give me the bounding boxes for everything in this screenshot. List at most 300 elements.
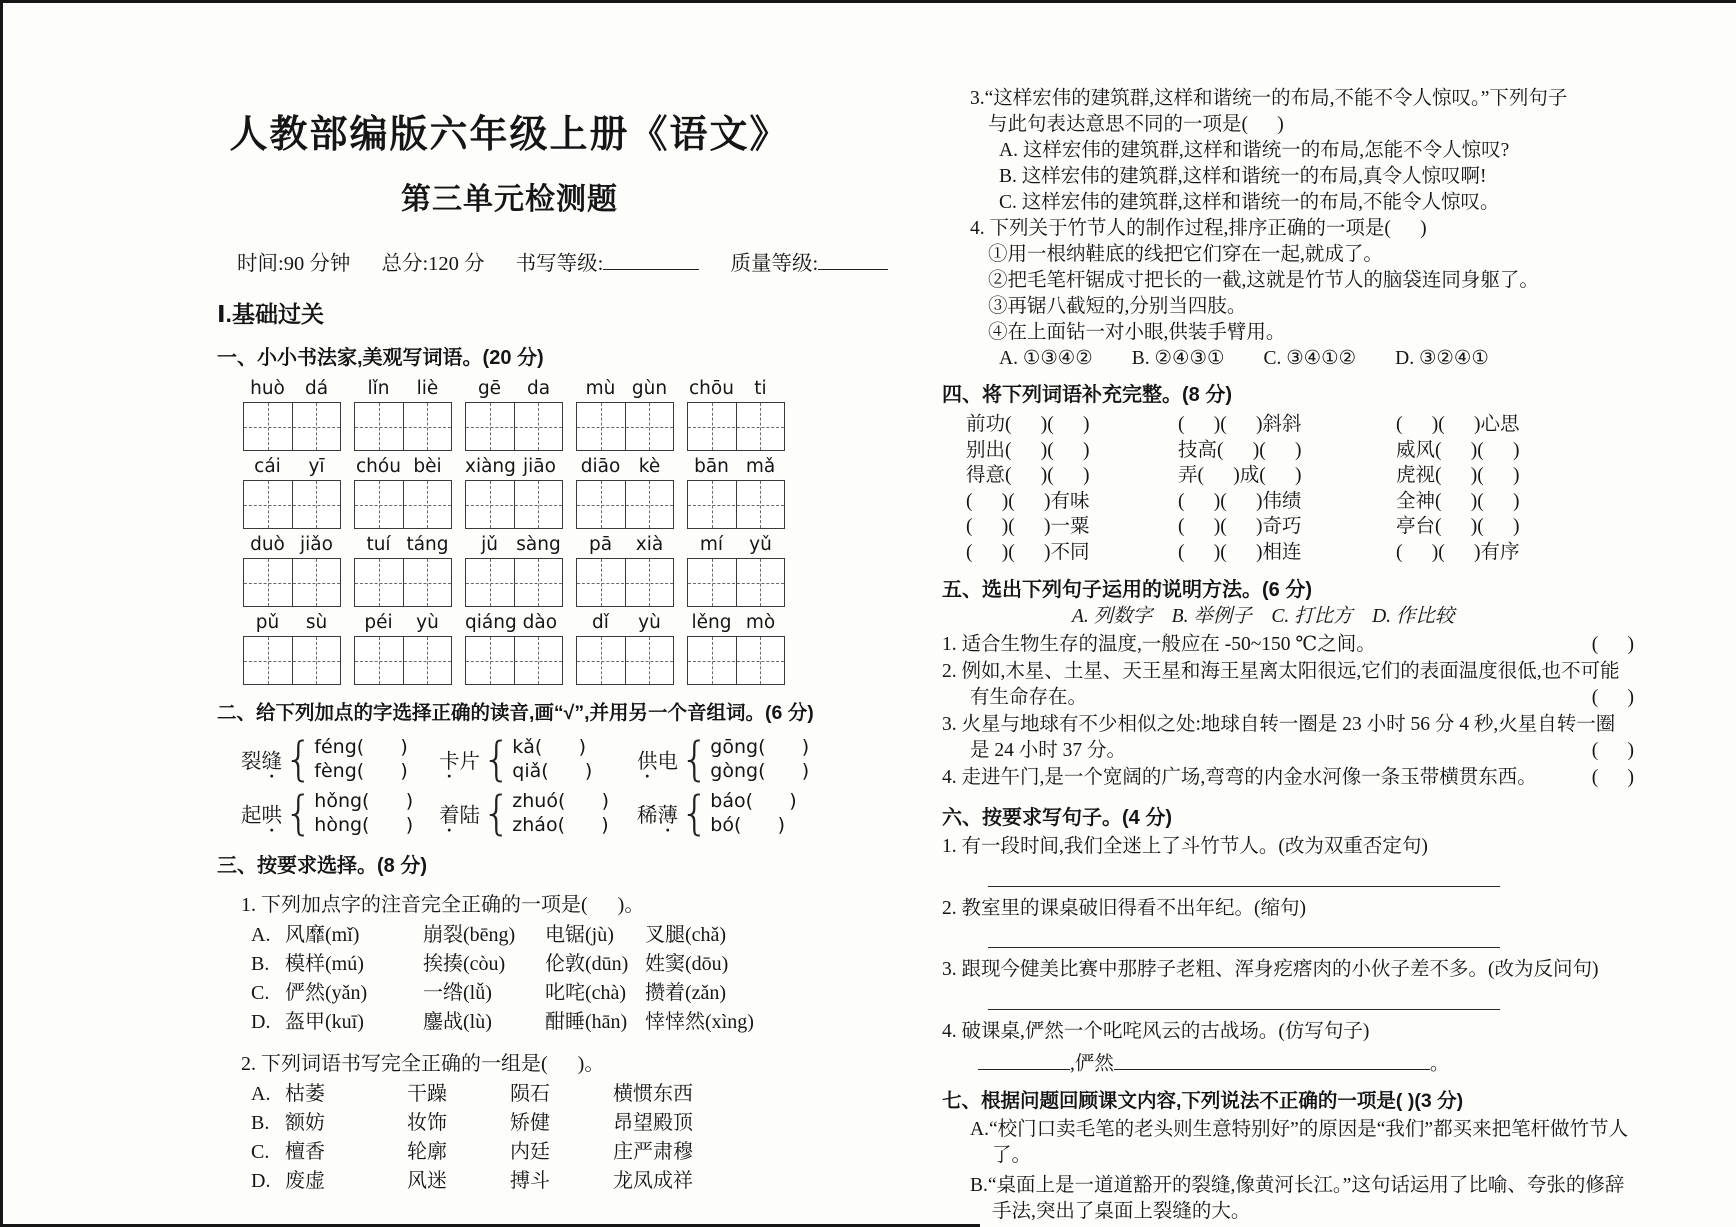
writing-group (243, 534, 341, 607)
answer-paren: ( ) (1591, 634, 1634, 655)
question-4-heading: 四、将下列词语补充完整。(8 分) (942, 384, 1232, 406)
writing-box (243, 636, 341, 685)
writing-box (243, 558, 341, 607)
pinyin-syllable: mǎ (745, 456, 776, 477)
writing-box-guide (688, 427, 784, 428)
question-1-heading: 一、小小书法家,美观写词语。(20 分) (217, 347, 544, 369)
pinyin-writing-row (243, 534, 802, 607)
option-word: 酣睡(hān) (545, 1011, 628, 1033)
pinyin-syllable: dào (522, 612, 558, 633)
pinyin-writing-row (243, 612, 802, 685)
pinyin-label (354, 456, 452, 480)
fill-idiom-cell: ( )( )斜斜 (1178, 414, 1302, 435)
pinyin-syllable: gē (477, 378, 502, 399)
option-word: 昂望殿顶 (613, 1112, 693, 1134)
option-word: 风迷 (407, 1170, 447, 1192)
fill-idiom-cell: 别出( )( ) (966, 439, 1090, 461)
word-char: 电 (657, 751, 678, 773)
writing-box (687, 636, 785, 685)
answer-paren: ( ) (1591, 766, 1634, 788)
pinyin-syllable: qiáng (465, 612, 517, 633)
option-row (251, 979, 802, 1008)
writing-box (354, 480, 452, 529)
option-word: 龙凤成祥 (613, 1170, 693, 1192)
fill-idiom-cell: 弄( )成( ) (1178, 465, 1302, 486)
word-char: 裂 (241, 751, 262, 773)
pinyin-label (354, 378, 452, 402)
word-char: 陆 (459, 805, 480, 827)
writing-box (465, 636, 563, 685)
question-line: 3.“这样宏伟的建筑群,这样和谐统一的布局,不能不令人惊叹。”下列句子 (970, 88, 1568, 109)
quality-grade-blank (818, 249, 888, 271)
option-row (251, 1080, 802, 1109)
writing-box-guide (688, 583, 784, 584)
fill-idiom-cell: 亭台( )( ) (1396, 516, 1520, 537)
option-word: 干躁 (407, 1083, 447, 1105)
pinyin-syllable: xiàng (465, 456, 516, 477)
pinyin-syllable: huò (250, 378, 285, 399)
writing-group (243, 612, 341, 685)
writing-grid-area (217, 378, 802, 685)
fill-idiom-cell: ( )( )有味 (966, 490, 1090, 512)
pinyin-syllable: lěng (691, 612, 732, 633)
pinyin-label (354, 612, 452, 636)
exam-meta (217, 246, 819, 276)
writing-box-guide (244, 505, 340, 506)
pinyin-label (465, 378, 563, 402)
answer-blank-line (988, 999, 1500, 1010)
fill-idiom-row (966, 489, 1634, 515)
pinyin-label (576, 378, 674, 402)
option-word: 庄严肃穆 (613, 1141, 693, 1163)
writing-box-guide (355, 583, 451, 584)
pinyin-option: hòng( ) (314, 814, 414, 836)
writing-group (243, 456, 341, 529)
question-3-2-options (217, 1080, 802, 1196)
rewrite-item-text: 4. 破课桌,俨然一个叱咤风云的古战场。(仿写句子) (942, 1020, 1370, 1042)
writing-box-guide (466, 505, 562, 506)
pinyin-syllable: jǔ (481, 534, 498, 555)
answer-paren: ( ) (1591, 687, 1634, 708)
question-line: ④在上面钻一对小眼,供装手臂用。 (988, 322, 1286, 343)
question-line: ③再锯八截短的,分别当四肢。 (988, 296, 1247, 317)
question-6-heading: 六、按要求写句子。(4 分) (942, 807, 1172, 829)
writing-box-guide (577, 505, 673, 506)
writing-group (576, 378, 674, 451)
word-char: 稀 (637, 805, 658, 827)
writing-box (687, 402, 785, 451)
question-line: C. 这样宏伟的建筑群,这样和谐统一的布局,不能令人惊叹。 (999, 192, 1500, 213)
pinyin-syllable: dǐ (592, 612, 609, 633)
writing-box-guide (355, 505, 451, 506)
target-word (241, 744, 282, 774)
target-word (241, 798, 282, 828)
writing-box (576, 480, 674, 529)
question-3-heading: 三、按要求选择。(8 分) (217, 855, 427, 877)
fill-answer-line (942, 1049, 1634, 1080)
pinyin-syllable: bān (694, 456, 729, 477)
pinyin-option: báo( ) (710, 790, 797, 812)
fill-idiom-cell: 威风( )( ) (1396, 439, 1520, 461)
pinyin-syllable: mò (745, 612, 776, 633)
fill-idiom-cell: ( )( )一粟 (966, 516, 1090, 537)
fill-idiom-row (966, 540, 1634, 566)
word-char: 薄 (657, 805, 678, 827)
method-item (942, 659, 1634, 712)
pinyin-option: bó( ) (710, 814, 786, 836)
writing-box (465, 480, 563, 529)
option-label: D. (251, 1011, 271, 1033)
writing-group (465, 534, 563, 607)
option-row (251, 1138, 802, 1167)
brace-icon: { (482, 732, 512, 786)
fill-idiom-row (966, 438, 1634, 464)
writing-box-guide (355, 427, 451, 428)
pinyin-label (576, 534, 674, 558)
option-row (251, 950, 802, 979)
pinyin-label (243, 456, 341, 480)
writing-box-guide (244, 427, 340, 428)
pinyin-syllable: tuí (366, 534, 391, 555)
writing-box-guide (355, 661, 451, 662)
pinyin-syllable: jiǎo (300, 534, 333, 555)
option-word: 额妨 (285, 1112, 325, 1134)
pinyin-syllable: sù (305, 612, 328, 633)
pinyin-syllable: táng (406, 534, 449, 555)
writing-group (465, 612, 563, 685)
meta-total: 总分:120 分 (381, 253, 485, 275)
writing-group (354, 534, 452, 607)
word-char: 片 (459, 751, 480, 773)
pinyin-option: gòng( ) (710, 760, 810, 782)
scan-edge-left (0, 0, 3, 1227)
pinyin-options (710, 735, 809, 783)
fill-idiom-cell: ( )( )伟绩 (1178, 490, 1302, 512)
writing-box (465, 402, 563, 451)
pronunciation-item (637, 732, 826, 786)
pinyin-syllable: da (526, 378, 551, 399)
pinyin-label (576, 612, 674, 636)
pinyin-label (243, 534, 341, 558)
question-line: 4. 下列关于竹节人的制作过程,排序正确的一项是( ) (970, 218, 1427, 239)
option-row (251, 1109, 802, 1138)
pinyin-syllable: chóu (356, 456, 401, 477)
item-text: 2. 例如,木星、土星、天王星和海王星离太阳很远,它们的表面温度很低,也不可能有生命存在。 (942, 660, 1620, 708)
meta-time: 时间:90 分钟 (237, 253, 351, 275)
writing-group (576, 612, 674, 685)
option-word: 俨然(yǎn) (285, 982, 368, 1004)
fill-idiom-cell: 虎视( )( ) (1396, 465, 1520, 486)
question-7-options (942, 1117, 1634, 1226)
explanation-methods-list: A. 列数字 B. 举例子 C. 打比方 D. 作比较 (1072, 606, 1455, 627)
option-label: C. (251, 1141, 270, 1163)
pinyin-options (512, 789, 609, 837)
writing-box-guide (577, 427, 673, 428)
writing-box (243, 402, 341, 451)
writing-group (687, 378, 785, 451)
pinyin-options (314, 735, 408, 783)
option-word: 废虚 (285, 1170, 325, 1192)
word-char: 哄 (261, 805, 282, 827)
pronunciation-items (217, 732, 810, 840)
question-7-heading: 七、根据问题回顾课文内容,下列说法不正确的一项是( )(3 分) (942, 1089, 1464, 1112)
pinyin-option: qiǎ( ) (512, 760, 593, 782)
pinyin-syllable: yǔ (749, 534, 772, 555)
exam-title: 人教部编版六年级上册《语文》 (229, 114, 790, 156)
scan-edge-top (0, 0, 1736, 3)
writing-box (354, 402, 452, 451)
option-word: 叉腿(chǎ) (645, 924, 727, 946)
brace-icon: { (482, 786, 512, 840)
option-label: C. (251, 982, 270, 1004)
writing-group (576, 456, 674, 529)
pronunciation-item (439, 732, 637, 786)
answer-paren: ( ) (1591, 740, 1634, 761)
word-char: 卡 (439, 751, 460, 773)
writing-group (354, 456, 452, 529)
question-3-1: 1. 下列加点字的注音完全正确的一项是( )。 (241, 894, 645, 916)
meta-quality-label: 质量等级: (730, 253, 819, 275)
pinyin-label (687, 456, 785, 480)
fill-idiom-cell: ( )( )有序 (1396, 541, 1520, 563)
option-row (251, 921, 802, 950)
pinyin-label (687, 378, 785, 402)
pronunciation-item (439, 786, 637, 840)
pinyin-option: kǎ( ) (512, 736, 586, 758)
pinyin-syllable: duò (250, 534, 285, 555)
pinyin-option: féng( ) (314, 736, 408, 758)
option-word: 姓窦(dōu) (645, 953, 729, 975)
option-label: A. (251, 1083, 271, 1105)
question-2-heading: 二、给下列加点的字选择正确的读音,画“√”,并用另一个音组词。(6 分) (217, 702, 814, 724)
option-word: 一绺(lǚ) (423, 982, 492, 1004)
fill-idiom-row (966, 463, 1634, 489)
method-item (942, 712, 1634, 765)
pinyin-label (465, 534, 563, 558)
pronunciation-item (241, 732, 439, 786)
writing-box (354, 636, 452, 685)
pinyin-syllable: bèi (413, 456, 442, 477)
brace-icon: { (284, 786, 314, 840)
option-row (251, 1008, 802, 1037)
pinyin-syllable: diāo (580, 456, 621, 477)
pinyin-syllable: gùn (631, 378, 668, 399)
pinyin-syllable: jiāo (522, 456, 556, 477)
word-char: 起 (241, 805, 262, 827)
right-column (942, 86, 1634, 1226)
writing-group (243, 378, 341, 451)
fill-idiom-cell: 技高( )( ) (1178, 439, 1302, 461)
answer-blank-line (988, 876, 1500, 887)
writing-group (687, 456, 785, 529)
pinyin-writing-row (243, 456, 802, 529)
writing-box (243, 480, 341, 529)
word-char: 缝 (261, 751, 282, 773)
left-column (217, 103, 819, 1196)
question-line: B. 这样宏伟的建筑群,这样和谐统一的布局,真令人惊叹啊! (999, 166, 1487, 187)
writing-box-guide (244, 661, 340, 662)
target-word (439, 798, 480, 828)
fill-idioms-grid (942, 412, 1634, 565)
pinyin-option: fèng( ) (314, 760, 408, 782)
pinyin-syllable: xià (635, 534, 664, 555)
fill-idiom-cell: 得意( )( ) (966, 465, 1090, 486)
method-items (942, 632, 1634, 791)
target-word (637, 744, 678, 774)
target-word (439, 744, 480, 774)
pinyin-syllable: liè (416, 378, 439, 399)
brace-icon: { (680, 732, 710, 786)
pinyin-syllable: yù (416, 612, 439, 633)
option-row (251, 1167, 802, 1196)
option-word: 妆饰 (407, 1112, 447, 1134)
pinyin-options (710, 789, 796, 837)
option-word: 搏斗 (510, 1170, 550, 1192)
writing-box (576, 636, 674, 685)
option-word: 檀香 (285, 1141, 325, 1163)
option-label: A. (251, 924, 271, 946)
writing-group (465, 456, 563, 529)
pinyin-writing-row (243, 378, 802, 451)
method-item (942, 632, 1634, 659)
section-basics-heading: Ⅰ.基础过关 (217, 301, 324, 327)
pinyin-syllable: lǐn (367, 378, 390, 399)
writing-box-guide (244, 583, 340, 584)
writing-group (354, 378, 452, 451)
fill-idiom-cell: 前功( )( ) (966, 414, 1090, 435)
rewrite-item-text: 2. 教室里的课桌破旧得看不出年纪。(缩句) (942, 897, 1306, 919)
question-7-option: A.“校门口卖毛笔的老头则生意特别好”的原因是“我们”都买来把笔杆做竹节人了。 (970, 1118, 1629, 1166)
pinyin-syllable: péi (364, 612, 393, 633)
writing-box-guide (577, 583, 673, 584)
writing-box (687, 558, 785, 607)
exam-subtitle: 第三单元检测题 (401, 183, 618, 216)
pinyin-option: zháo( ) (512, 814, 609, 836)
pinyin-option: hǒng( ) (314, 790, 414, 812)
pronunciation-item (241, 786, 439, 840)
pinyin-syllable: kè (638, 456, 661, 477)
pinyin-syllable: pā (588, 534, 613, 555)
option-word: 陨石 (510, 1083, 550, 1105)
word-char: 供 (637, 751, 658, 773)
writing-group (576, 534, 674, 607)
writing-box-guide (688, 661, 784, 662)
writing-grade-blank (603, 249, 699, 271)
pinyin-options (512, 735, 592, 783)
pinyin-syllable: cái (254, 456, 281, 477)
writing-group (687, 612, 785, 685)
option-word: 悻悻然(xìng) (645, 1011, 754, 1033)
brace-icon: { (284, 732, 314, 786)
pinyin-label (243, 612, 341, 636)
question-line: A. ①③④② B. ②④③① C. ③④①② D. ③②④① (999, 348, 1489, 369)
rewrite-item-text: 3. 跟现今健美比赛中那脖子老粗、浑身疙瘩肉的小伙子差不多。(改为反问句) (942, 959, 1599, 980)
pinyin-syllable: mí (699, 534, 724, 555)
answer-blank-long (1114, 1049, 1430, 1070)
target-word (637, 798, 678, 828)
writing-box (354, 558, 452, 607)
option-word: 内廷 (510, 1141, 550, 1163)
fill-idiom-cell: ( )( )奇巧 (1178, 516, 1302, 537)
option-label: B. (251, 953, 270, 975)
pinyin-label (243, 378, 341, 402)
meta-writing-label: 书写等级: (515, 253, 604, 275)
pinyin-label (465, 456, 563, 480)
question-3-1-options (217, 921, 802, 1037)
word-char: 着 (439, 805, 460, 827)
method-item (942, 765, 1634, 792)
writing-group (687, 534, 785, 607)
fill-idiom-row (966, 412, 1634, 438)
pinyin-syllable: yù (638, 612, 661, 633)
question-line: ①用一根纳鞋底的线把它们穿在一起,就成了。 (988, 244, 1383, 265)
pinyin-syllable: sàng (516, 534, 561, 555)
question-7-option: B.“桌面上是一道道豁开的裂缝,像黄河长江。”这句话运用了比喻、夸张的修辞手法,突出了桌面上裂缝的大。 (970, 1174, 1625, 1222)
fill-idiom-cell: ( )( )心思 (1396, 414, 1520, 435)
question-line: 与此句表达意思不同的一项是( ) (988, 114, 1284, 135)
pinyin-label (465, 612, 563, 636)
question-line: A. 这样宏伟的建筑群,这样和谐统一的布局,怎能不令人惊叹? (999, 140, 1510, 161)
question-3-continued (942, 86, 1634, 372)
writing-box-guide (577, 661, 673, 662)
sentence-rewrite-items (942, 834, 1634, 1080)
item-text: 1. 适合生物生存的温度,一般应在 -50~150 ℃之间。 (942, 634, 1376, 655)
fill-idiom-cell: ( )( )不同 (966, 541, 1090, 563)
fill-connector: ,俨然 (1070, 1053, 1114, 1075)
fill-idiom-cell: 全神( )( ) (1396, 490, 1520, 512)
option-word: 攒着(zǎn) (645, 982, 727, 1004)
pinyin-option: gōng( ) (710, 736, 810, 758)
writing-group (354, 612, 452, 685)
pinyin-syllable: dá (304, 378, 329, 399)
option-word: 叱咤(chà) (545, 982, 627, 1004)
option-word: 风靡(mǐ) (285, 924, 360, 946)
option-word: 挨揍(còu) (423, 953, 506, 975)
pinyin-option: zhuó( ) (512, 790, 610, 812)
pinyin-syllable: chōu (689, 378, 734, 399)
writing-box (576, 558, 674, 607)
option-word: 矫健 (510, 1112, 550, 1134)
writing-box-guide (466, 427, 562, 428)
option-word: 电锯(jù) (545, 924, 614, 946)
answer-blank-line (988, 937, 1500, 948)
writing-group (465, 378, 563, 451)
pinyin-label (354, 534, 452, 558)
pinyin-syllable: ti (754, 378, 767, 399)
writing-box (576, 402, 674, 451)
pinyin-label (687, 534, 785, 558)
fill-idiom-row (966, 514, 1634, 540)
rewrite-item-text: 1. 有一段时间,我们全迷上了斗竹节人。(改为双重否定句) (942, 836, 1428, 857)
option-word: 盔甲(kuī) (285, 1011, 364, 1033)
item-text: 3. 火星与地球有不少相似之处:地球自转一圈是 23 小时 56 分 4 秒,火星自转一圈是 24 小时 37 分。 (942, 713, 1616, 761)
option-label: D. (251, 1170, 271, 1192)
pronunciation-item (637, 786, 826, 840)
option-word: 枯萎 (285, 1083, 325, 1105)
option-word: 模样(mú) (285, 953, 364, 975)
answer-blank-short (978, 1049, 1070, 1070)
option-word: 横惯东西 (613, 1083, 693, 1105)
pinyin-label (576, 456, 674, 480)
writing-box-guide (688, 505, 784, 506)
fill-idiom-cell: ( )( )相连 (1178, 541, 1302, 563)
pinyin-syllable: yī (308, 456, 325, 477)
brace-icon: { (680, 786, 710, 840)
fill-end: 。 (1429, 1053, 1450, 1075)
pinyin-syllable: pǔ (255, 612, 280, 633)
question-5-heading: 五、选出下列句子运用的说明方法。(6 分) (942, 579, 1312, 601)
writing-box-guide (466, 661, 562, 662)
